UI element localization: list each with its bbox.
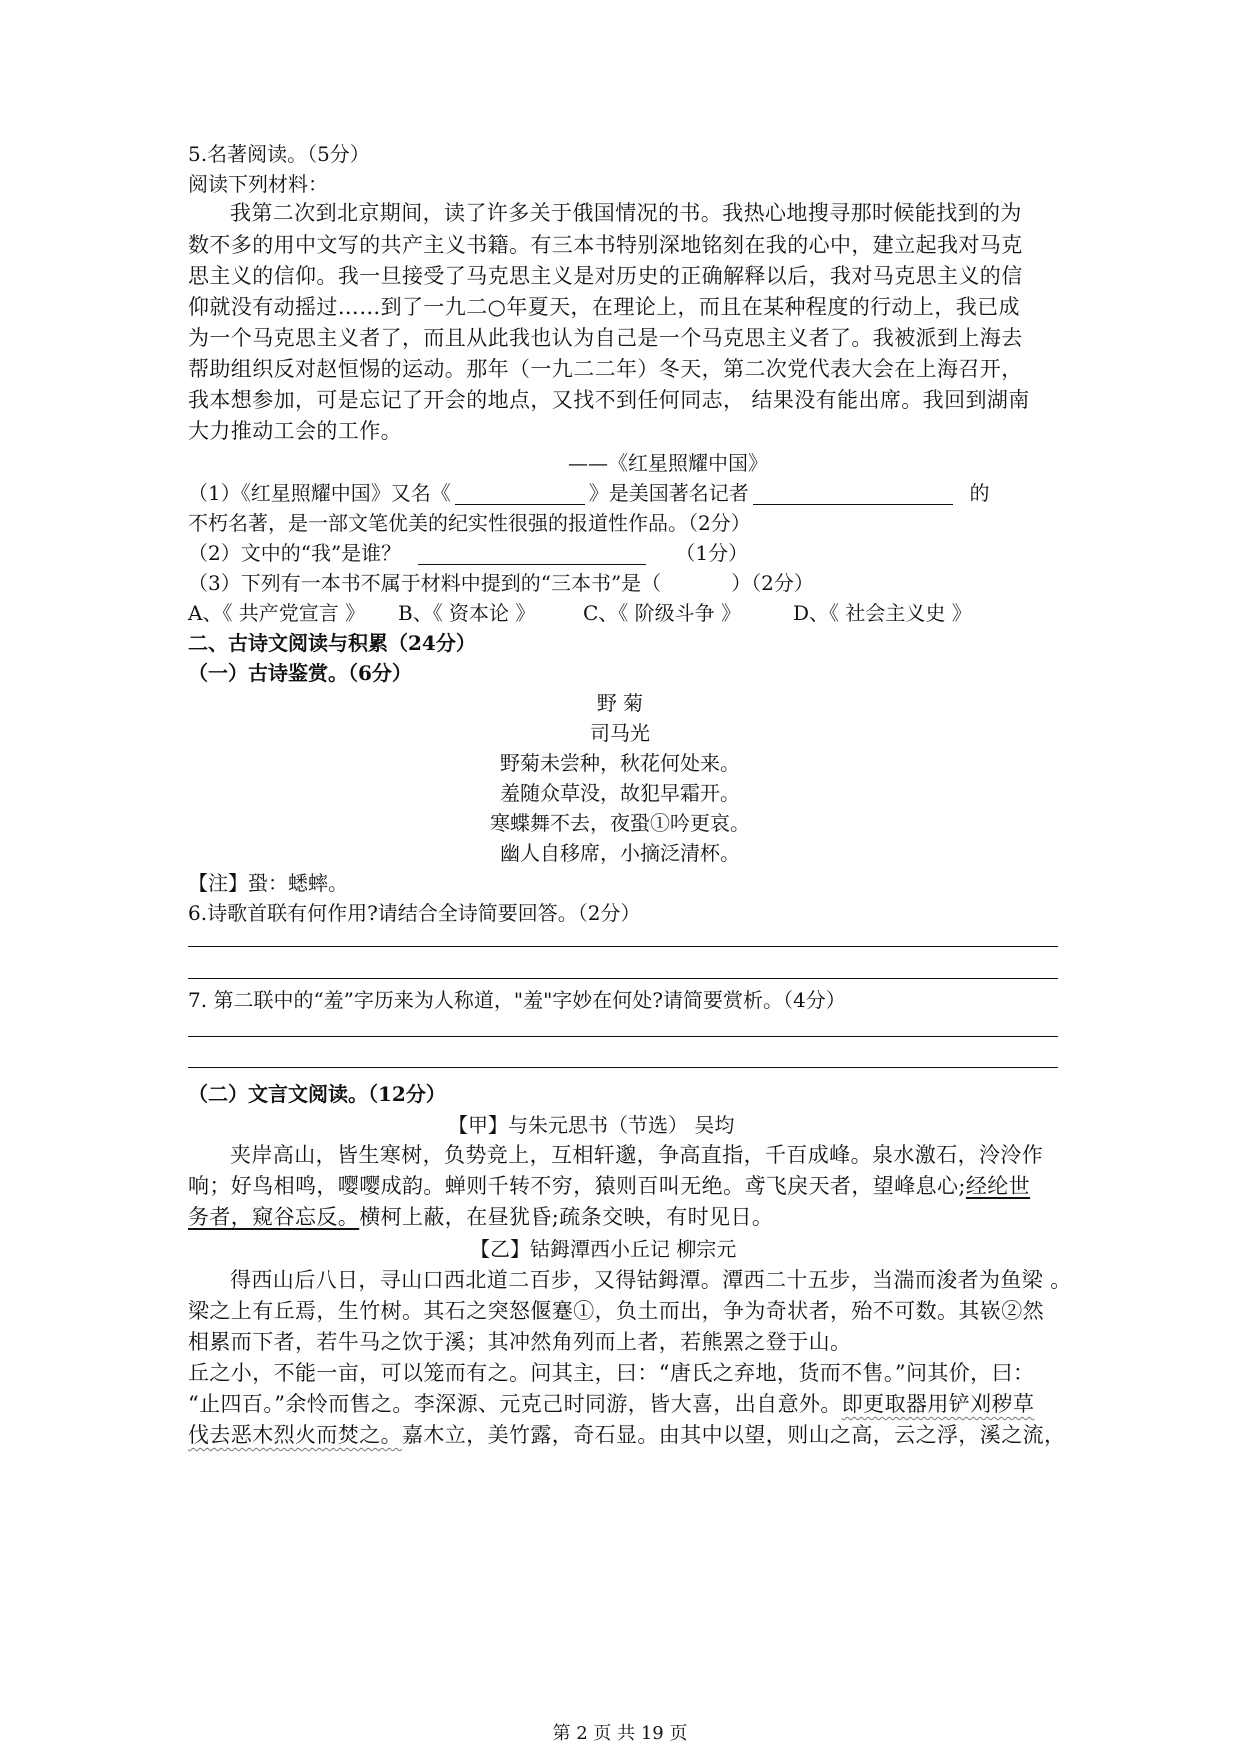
q7-text: 7. 第二联中的“羞”字历来为人称道，"羞"字妙在何处?请简要赏析。（4分） bbox=[188, 988, 846, 1012]
yi-line-text: 嘉木立，美竹露，奇石显。由其中以望，则山之高，云之浮，溪之流， bbox=[402, 1423, 1066, 1447]
part2-title: （二）文言文阅读。（12分） bbox=[188, 1082, 446, 1106]
option-b[interactable]: B、《 资本论 》 bbox=[398, 601, 536, 625]
passage-line: 数不多的用中文写的共产主义书籍。有三本书特别深地铭刻在我的心中，建立起我对马克 bbox=[188, 233, 1023, 257]
alt-title-blank[interactable] bbox=[455, 484, 585, 505]
jia-line bbox=[188, 1174, 1030, 1198]
q5-sub1-cont: 不朽名著，是一部文笔优美的纪实性很强的报道性作品。（2分） bbox=[188, 511, 751, 535]
passage-line: 大力推动工会的工作。 bbox=[188, 419, 402, 443]
poem-note: 【注】蛩：蟋蟀。 bbox=[188, 871, 348, 895]
underlined-sentence: 务者，窥谷忘反。 bbox=[188, 1205, 360, 1229]
wavy-underlined-sentence: 即更取器用铲刈秽草 bbox=[841, 1392, 1035, 1416]
passage-line: 我本想参加，可是忘记了开会的地点，又找不到任何同志， 结果没有能出席。我回到湖南 bbox=[188, 388, 1030, 412]
jia-line-text: 横柯上蔽，在昼犹昏;疏条交映，有时见日。 bbox=[359, 1205, 774, 1229]
q5-sub3 bbox=[188, 571, 814, 595]
answer-line[interactable] bbox=[188, 946, 1058, 947]
section2-title: 二、古诗文阅读与积累（24分） bbox=[188, 631, 476, 655]
who-blank[interactable] bbox=[418, 544, 646, 565]
option-a[interactable]: A、《 共产党宣言 》 bbox=[188, 601, 366, 625]
q5-sub3-text: （3）下列有一本书不属于材料中提到的“三本书”是（ bbox=[188, 571, 662, 595]
q5-sub2-text: （2）文中的“我”是谁？ bbox=[188, 541, 402, 565]
q5-sub1-text-c: 的 bbox=[969, 481, 990, 505]
yi-line: 梁之上有丘焉，生竹树。其石之突怒偃蹇①，负土而出，争为奇状者，殆不可数。其嵚②然 bbox=[188, 1299, 1044, 1323]
poem-line: 羞随众草没，故犯早霜开。 bbox=[500, 781, 740, 805]
q5-sub3-score: ）（2分） bbox=[731, 571, 814, 595]
jia-line-text: 响；好鸟相鸣，嘤嘤成韵。蝉则千转不穷，猿则百叫无绝。鸢飞戾天者，望峰息心; bbox=[188, 1174, 966, 1198]
poem-line: 寒蝶舞不去，夜蛩①吟更哀。 bbox=[490, 811, 750, 835]
poem-line: 野菊未尝种，秋花何处来。 bbox=[500, 751, 740, 775]
jia-line bbox=[188, 1205, 773, 1229]
yi-line: 相累而下者，若牛马之饮于溪；其冲然角列而上者，若熊罴之登于山。 bbox=[188, 1330, 852, 1354]
passage-line: 为一个马克思主义者了，而且从此我也认为自己是一个马克思主义者了。我被派到上海去 bbox=[188, 326, 1023, 350]
part1-title: （一）古诗鉴赏。（6分） bbox=[188, 661, 412, 685]
q6-text: 6.诗歌首联有何作用?请结合全诗简要回答。（2分） bbox=[188, 901, 641, 925]
answer-line[interactable] bbox=[188, 978, 1058, 979]
underlined-sentence: 经纶世 bbox=[965, 1174, 1031, 1198]
jia-title: 【甲】与朱元思书（节选） 吴均 bbox=[448, 1113, 735, 1137]
option-d[interactable]: D、《 社会主义史 》 bbox=[793, 601, 972, 625]
yi-line-text: “止四百。”余怜而售之。李深源、元克己时同游，皆大喜，出自意外。 bbox=[188, 1392, 842, 1416]
q5-sub1 bbox=[188, 481, 989, 505]
answer-line[interactable] bbox=[188, 1067, 1058, 1068]
yi-line: 丘之小，不能一亩，可以笼而有之。问其主，曰：“唐氏之弃地，货而不售。”问其价，曰： bbox=[188, 1361, 1035, 1385]
q5-sub2 bbox=[188, 541, 748, 565]
page-footer: 第 2 页 共 19 页 bbox=[552, 1723, 688, 1744]
q5-title: 5.名著阅读。（5分） bbox=[188, 142, 370, 166]
q5-sub1-text-a: （1）《红星照耀中国》又名《 bbox=[188, 481, 451, 505]
option-c[interactable]: C、《 阶级斗争 》 bbox=[583, 601, 742, 625]
yi-line: 得西山后八日，寻山口西北道二百步，又得钴鉧潭。潭西二十五步，当湍而浚者为鱼梁 。 bbox=[230, 1268, 1072, 1292]
answer-line[interactable] bbox=[188, 1036, 1058, 1037]
poem-author: 司马光 bbox=[590, 721, 650, 745]
passage-line: 仰就没有动摇过……到了一九二○年夏天，在理论上，而且在某种程度的行动上，我已成 bbox=[188, 295, 1020, 319]
passage-line: 我第二次到北京期间，读了许多关于俄国情况的书。我热心地搜寻那时候能找到的为 bbox=[230, 201, 1022, 225]
passage-line: 思主义的信仰。我一旦接受了马克思主义是对历史的正确解释以后，我对马克思主义的信 bbox=[188, 264, 1023, 288]
yi-line bbox=[188, 1392, 1034, 1416]
poem-title: 野 菊 bbox=[596, 691, 644, 715]
jia-line: 夹岸高山，皆生寒树，负势竞上，互相轩邈，争高直指，千百成峰。泉水激石，泠泠作 bbox=[230, 1143, 1044, 1167]
yi-line bbox=[188, 1423, 1065, 1447]
wavy-underlined-sentence: 伐去恶木烈火而焚之。 bbox=[188, 1423, 402, 1447]
passage-source: ——《红星照耀中国》 bbox=[568, 451, 768, 475]
passage-line: 帮助组织反对赵恒惕的运动。那年（一九二二年）冬天，第二次党代表大会在上海召开， bbox=[188, 357, 1023, 381]
q5-sub2-score: （1分） bbox=[675, 541, 749, 565]
q5-sub1-text-b: 》是美国著名记者 bbox=[588, 481, 749, 505]
poem-line: 幽人自移席，小摘泛清杯。 bbox=[500, 841, 740, 865]
journalist-blank[interactable] bbox=[753, 484, 953, 505]
q5-options bbox=[188, 601, 972, 625]
q5-intro: 阅读下列材料： bbox=[188, 172, 328, 196]
yi-title: 【乙】钴鉧潭西小丘记 柳宗元 bbox=[470, 1237, 737, 1261]
